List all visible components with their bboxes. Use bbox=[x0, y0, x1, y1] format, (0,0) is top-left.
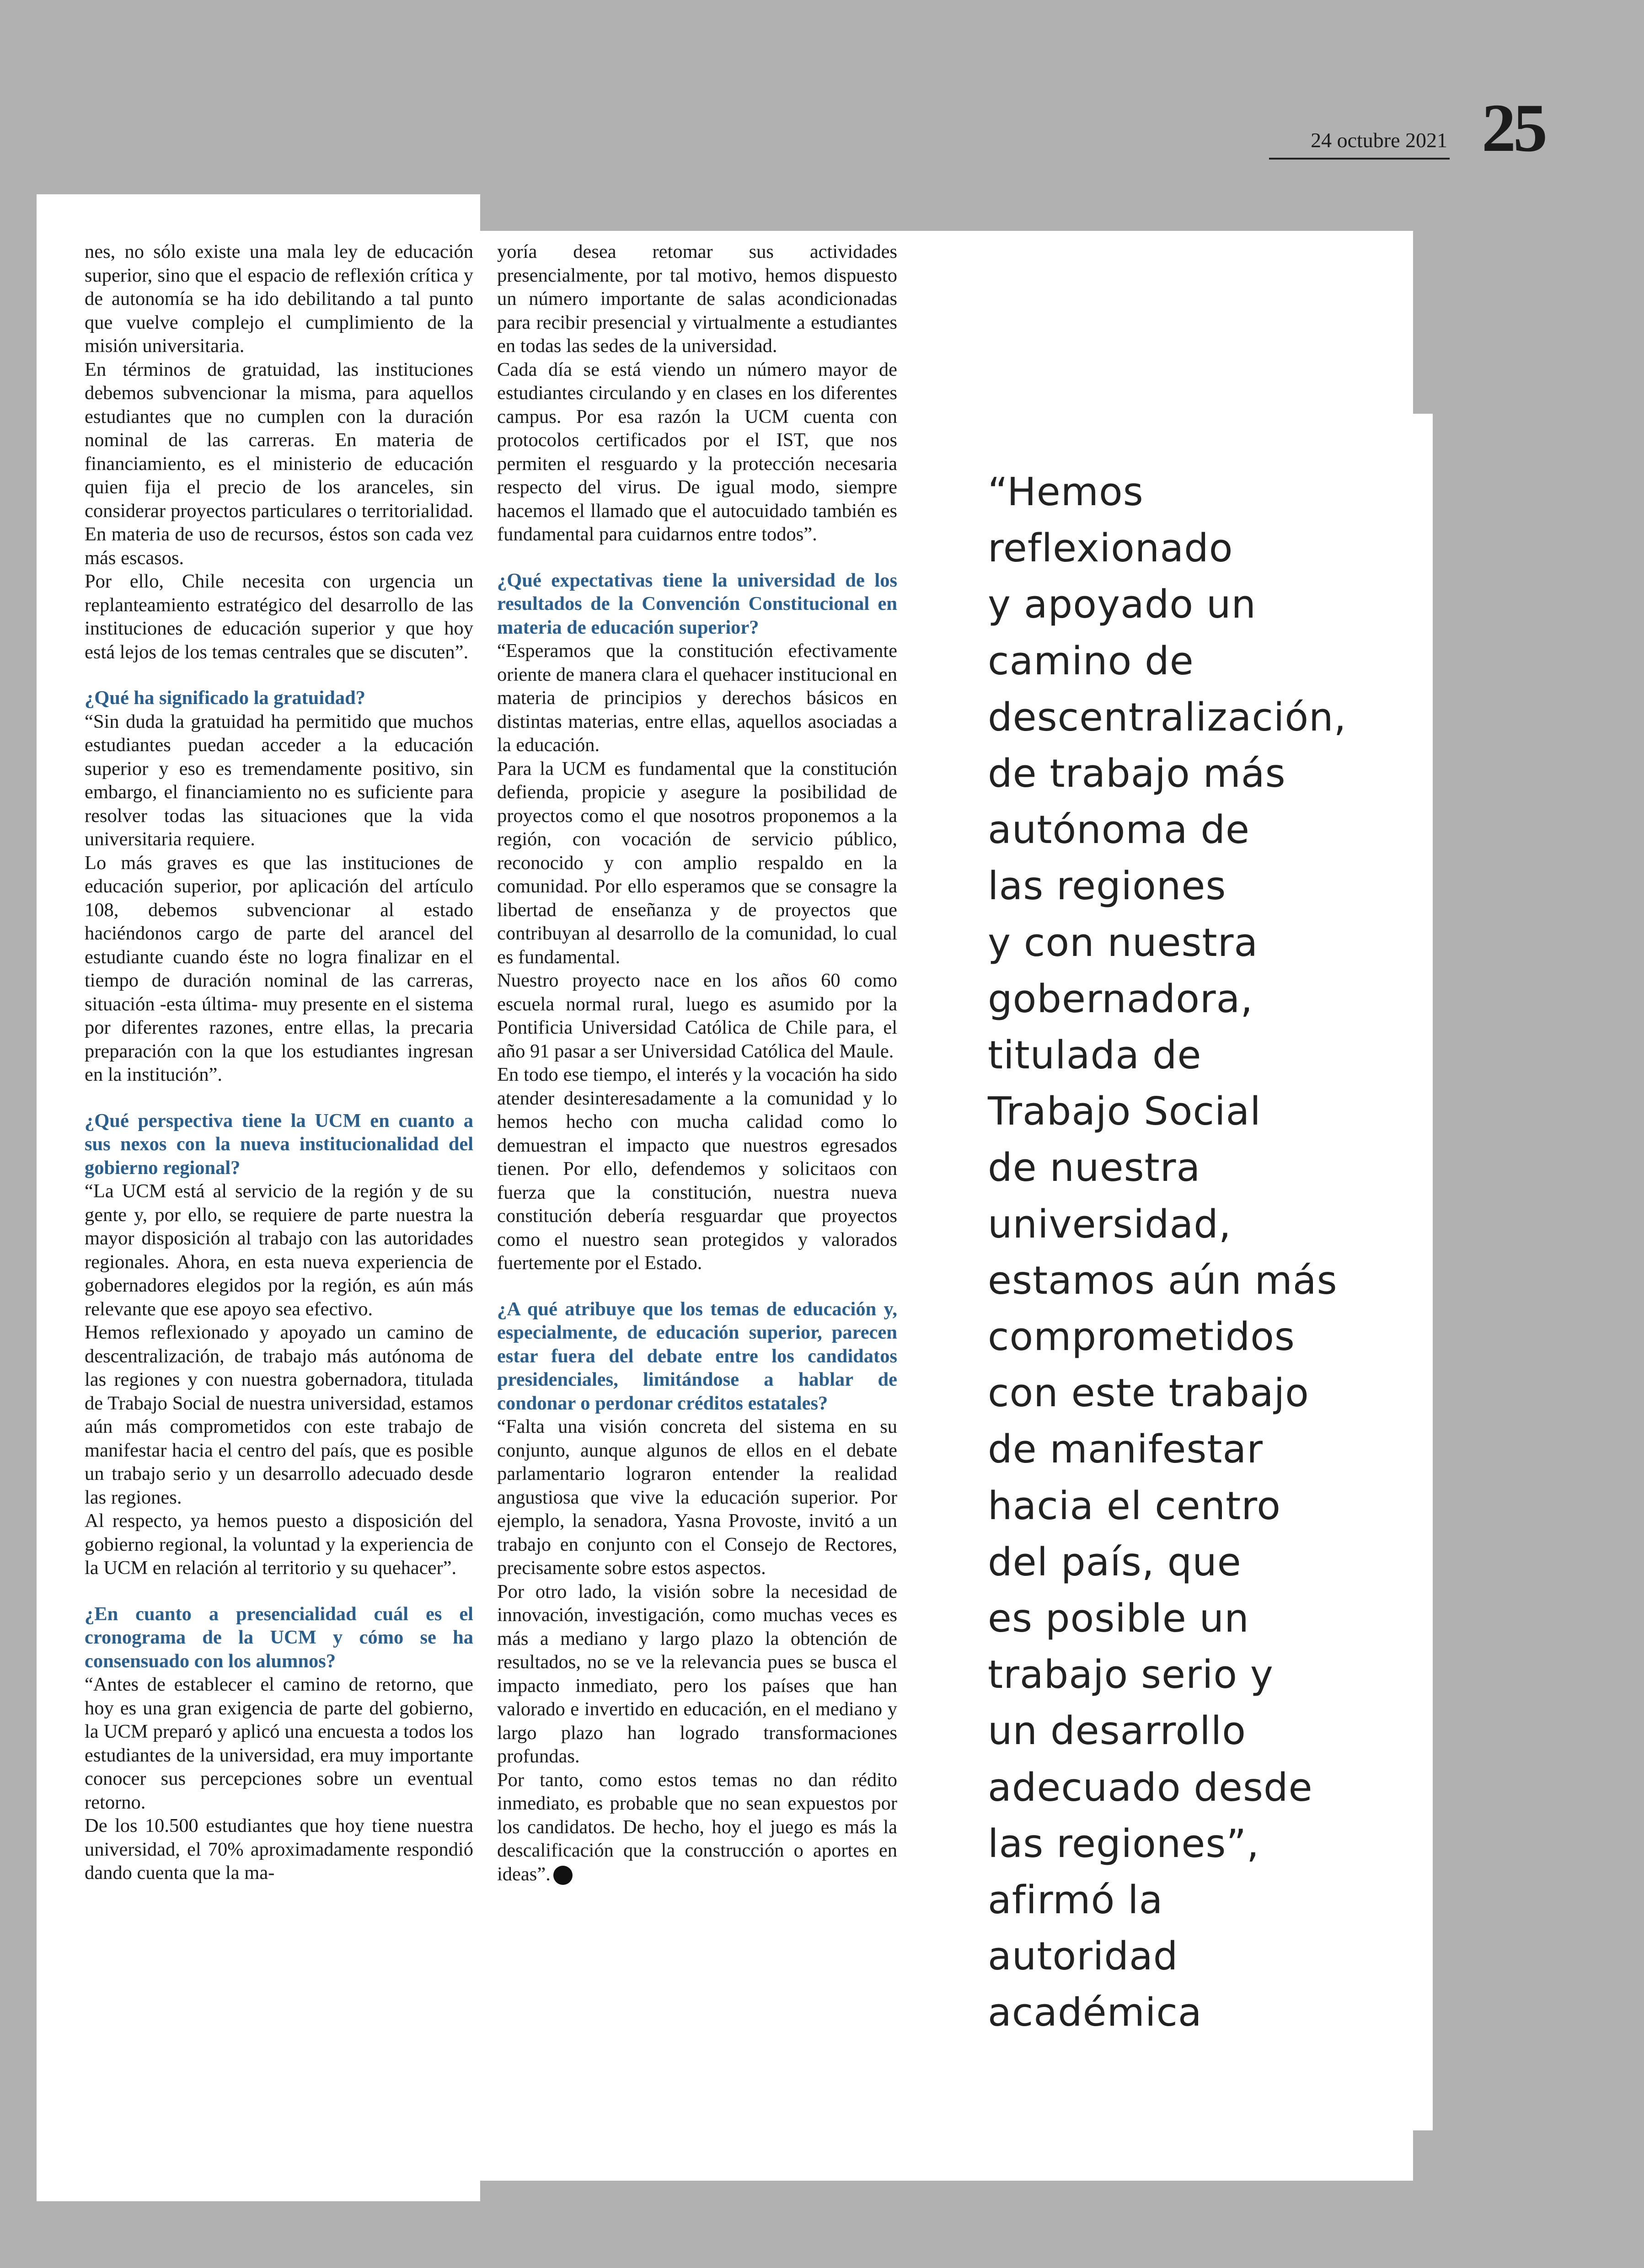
end-of-article-dot bbox=[553, 1866, 573, 1885]
pull-quote-line: descentralización, bbox=[988, 694, 1347, 740]
body-paragraph: Por tanto, como estos temas no dan rédito inmediato, es probable que no sean expuestos por los candidatos. De hecho, hoy el juego es más la descalificación que la construcción o aportes en ideas”. bbox=[497, 1769, 897, 1885]
body-paragraph: En términos de gratuidad, las instituciones debemos subvencionar la misma, para aquellos estudiantes que no cumplen con la duración nominal de las carreras. En materia de financiamiento, es el ministerio de educación quien fija el precio de los aranceles, sin considerar proyectos particulares o territorialidad. En materia de uso de recursos, éstos son cada vez más escasos. bbox=[85, 358, 473, 569]
pull-quote-line: universidad, bbox=[988, 1201, 1232, 1247]
pull-quote-line: camino de bbox=[988, 638, 1194, 683]
page-number: 25 bbox=[1482, 90, 1545, 166]
pull-quote-line: las regiones”, bbox=[988, 1821, 1260, 1866]
pull-quote-line: titulada de bbox=[988, 1033, 1202, 1078]
pull-quote bbox=[988, 464, 1381, 2041]
pull-quote-line: afirmó la bbox=[988, 1878, 1163, 1923]
question-heading: ¿Qué ha significado la gratuidad? bbox=[85, 687, 365, 709]
article-column-2 bbox=[497, 240, 897, 2160]
body-paragraph: “Antes de establecer el camino de retorno, que hoy es una gran exigencia de parte del gobierno, la UCM preparó y aplicó una encuesta a todos los estudiantes de la universidad, era muy importante conocer sus percepciones sobre un eventual retorno. bbox=[85, 1674, 473, 1813]
article-column-1 bbox=[85, 240, 473, 2165]
pull-quote-line: y con nuestra bbox=[988, 920, 1258, 965]
question-heading: ¿En cuanto a presencialidad cuál es el cronograma de la UCM y cómo se ha consensuado con los alumnos? bbox=[85, 1603, 473, 1672]
body-paragraph: Al respecto, ya hemos puesto a disposición del gobierno regional, la voluntad y la experiencia de la UCM en relación al territorio y su quehacer”. bbox=[85, 1510, 473, 1579]
pull-quote-line: de manifestar bbox=[988, 1427, 1264, 1472]
pull-quote-line: con este trabajo bbox=[988, 1371, 1309, 1416]
body-paragraph: Lo más graves es que las instituciones de educación superior, por aplicación del artículo 108, debemos subvencionar al estado haciéndonos cargo de parte del arancel del estudiante cuando éste no logra finalizar en el tiempo de duración nominal de las carreras, situación -esta última- muy presente en el sistema por diferentes razones, entre ellas, la precaria preparación con la que los estudiantes ingresan en la institución”. bbox=[85, 852, 473, 1085]
pull-quote-line: las regiones bbox=[988, 864, 1226, 909]
body-paragraph: nes, no sólo existe una mala ley de educación superior, sino que el espacio de reflexión crítica y de autonomía se ha ido debilitando a tal punto que vuelve complejo el cumplimiento de la misión universitaria. bbox=[85, 241, 473, 357]
body-paragraph: De los 10.500 estudiantes que hoy tiene nuestra universidad, el 70% aproximadamente respondió dando cuenta que la ma- bbox=[85, 1815, 473, 1884]
pull-quote-line: adecuado desde bbox=[988, 1765, 1313, 1810]
pull-quote-line: Trabajo Social bbox=[988, 1089, 1261, 1134]
body-paragraph: En todo ese tiempo, el interés y la vocación ha sido atender desinteresadamente a la comunidad y lo hemos hecho con mucha calidad como lo demuestran el impacto que nuestros egresados tienen. Por ello, defendemos y solicitaos con fuerza que la constitución, nuestra nueva constitución debería resguardar que proyectos como el nuestro sean protegidos y valorados fuertemente por el Estado. bbox=[497, 1064, 897, 1274]
question-heading: ¿Qué perspectiva tiene la UCM en cuanto a sus nexos con la nueva institucionalidad del gobierno regional? bbox=[85, 1110, 473, 1179]
panel-right-extension bbox=[1413, 414, 1433, 2130]
pull-quote-line: académica bbox=[988, 1990, 1202, 2035]
pull-quote-line: trabajo serio y bbox=[988, 1652, 1274, 1697]
body-paragraph: yoría desea retomar sus actividades presencialmente, por tal motivo, hemos dispuesto un número importante de salas acondicionadas para recibir presencial y virtualmente a estudiantes en todas las sedes de la universidad. bbox=[497, 241, 897, 357]
pull-quote-line: de trabajo más bbox=[988, 751, 1286, 796]
pull-quote-line: es posible un bbox=[988, 1596, 1249, 1641]
question-heading: ¿Qué expectativas tiene la universidad de los resultados de la Convención Constitucional en materia de educación superior? bbox=[497, 569, 897, 638]
pull-quote-line: reflexionado bbox=[988, 526, 1233, 571]
body-paragraph: “Esperamos que la constitución efectivamente oriente de manera clara el quehacer institucional en materia de principios y derechos básicos en distintas materias, entre ellas, aquellos asociadas a la educación. bbox=[497, 640, 897, 756]
body-paragraph: Hemos reflexionado y apoyado un camino de descentralización, de trabajo más autónoma de las regiones y con nuestra gobernadora, titulada de Trabajo Social de nuestra universidad, estamos aún más comprometidos con este trabajo de manifestar hacia el centro del país, que es posible un trabajo serio y un desarrollo adecuado desde las regiones. bbox=[85, 1322, 473, 1508]
pull-quote-line: y apoyado un bbox=[988, 582, 1257, 627]
pull-quote-line: autónoma de bbox=[988, 807, 1250, 853]
pull-quote-line: del país, que bbox=[988, 1539, 1242, 1585]
body-paragraph: Para la UCM es fundamental que la constitución defienda, propicie y asegure la posibilidad de proyectos como el que nosotros proponemos a la región, con vocación de servicio público, reconocido y con amplio respaldo en la comunidad. Por ello esperamos que se consagre la libertad de enseñanza y de proyectos que contribuyan al desarrollo de la comunidad, lo cual es fundamental. bbox=[497, 758, 897, 968]
pull-quote-line: estamos aún más bbox=[988, 1258, 1338, 1303]
pull-quote-line: hacia el centro bbox=[988, 1483, 1281, 1528]
header-rule bbox=[1269, 158, 1450, 160]
pull-quote-line: autoridad bbox=[988, 1934, 1178, 1979]
body-paragraph: Por otro lado, la visión sobre la necesidad de innovación, investigación, como muchas veces es más a mediano y largo plazo la obtención de resultados, no se ve la relevancia pues se busca el impacto inmediato, pero los países que han valorado e invertido en educación, en el mediano y largo plazo han logrado transformaciones profundas. bbox=[497, 1580, 897, 1767]
body-paragraph: “Falta una visión concreta del sistema en su conjunto, aunque algunos de ellos en el debate parlamentario lograron entender la realidad angustiosa que vive la educación superior. Por ejemplo, la senadora, Yasna Provoste, invitó a un trabajo en conjunto con el Consejo de Rectores, precisamente sobre estos aspectos. bbox=[497, 1416, 897, 1579]
pull-quote-line: de nuestra bbox=[988, 1145, 1201, 1190]
body-paragraph: Nuestro proyecto nace en los años 60 como escuela normal rural, luego es asumido por la Pontificia Universidad Católica de Chile para, el año 91 pasar a ser Universidad Católica del Maule. bbox=[497, 970, 897, 1062]
pull-quote-line: gobernadora, bbox=[988, 976, 1253, 1021]
pull-quote-line: comprometidos bbox=[988, 1314, 1295, 1360]
question-heading: ¿A qué atribuye que los temas de educación y, especialmente, de educación superior, parecen estar fuera del debate entre los candidatos presidenciales, limitándose a hablar de condonar o perdonar créditos estatales? bbox=[497, 1298, 897, 1414]
pull-quote-line: un desarrollo bbox=[988, 1708, 1246, 1754]
body-paragraph: “La UCM está al servicio de la región y de su gente y, por ello, se requiere de parte nuestra la mayor disposición al trabajo con las autoridades regionales. Ahora, en esta nueva experiencia de gobernadores elegidos por la región, es aún más relevante que ese apoyo sea efectivo. bbox=[85, 1180, 473, 1320]
body-paragraph: Cada día se está viendo un número mayor de estudiantes circulando y en clases en los diferentes campus. Por esa razón la UCM cuenta con protocolos certificados por el IST, que nos permiten el resguardo y la protección necesaria respecto del virus. De igual modo, siempre hacemos el llamado que el autocuidado también es fundamental para cuidarnos entre todos”. bbox=[497, 358, 897, 545]
pull-quote-line: “Hemos bbox=[988, 470, 1144, 514]
body-paragraph: “Sin duda la gratuidad ha permitido que muchos estudiantes puedan acceder a la educación superior y eso es tremendamente positivo, sin embargo, el financiamiento no es suficiente para resolver todas las situaciones que la vida universitaria requiere. bbox=[85, 710, 473, 850]
body-paragraph: Por ello, Chile necesita con urgencia un replanteamiento estratégico del desarrollo de las instituciones de educación superior y que hoy está lejos de los temas centrales que se discuten”. bbox=[85, 571, 473, 663]
header-date: 24 octubre 2021 bbox=[1311, 128, 1447, 152]
